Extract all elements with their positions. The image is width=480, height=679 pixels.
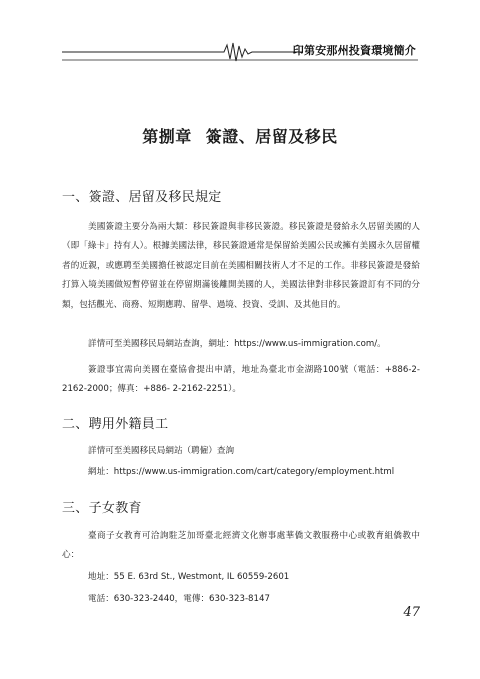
education-address-line: 地址：55 E. 63rd St., Westmont, IL 60559-2601 [88,572,290,582]
running-header [62,40,418,66]
section-heading-education: 三、子女教育 [62,501,142,516]
chapter-label: 第捌章 [142,127,192,146]
paragraph-ait-contact: 簽證事宜需向美國在臺協會提出申請，地址為臺北市金湖路100號（電話：+886-2-2162-2000；傳真：+886- 2-2162-2251）。 [62,365,420,395]
paragraph-visa-types: 美國簽證主要分為兩大類：移民簽證與非移民簽證。移民簽證是發給永久居留美國的人（即「綠卡」持有人）。根據美國法律，移民簽證通常是保留給美國公民或擁有美國永久居留權者的近親，或應聘至美國擔任被認定目前在美國相關技術人才不足的工作。非移民簽證是發給打算入境美國做短暫停留並在停留期滿後離開美國的人，美國法律對非移民簽證訂有不同的分類，包括觀光、商務、短期應聘、留學、過境、投資、受訓、及其他目的。 [62,222,420,310]
employment-info-line: 詳情可至美國移民局網站（聘僱）查詢 [88,446,235,456]
paragraph-education: 臺商子女教育可洽詢駐芝加哥臺北經濟文化辦事處華僑文教服務中心或教育組僑教中心： [62,531,420,561]
section-heading-visa: 一、簽證、居留及移民規定 [62,190,222,205]
paragraph-immigration-website: 詳情可至美國移民局網站查詢，網址：https://www.us-immigration.com/。 [88,339,386,349]
employment-url-line: 網址：https://www.us-immigration.com/cart/category/employment.html [88,467,395,477]
education-phone-line: 電話：630-323-2440，電傳：630-323-8147 [88,594,270,604]
chapter-name: 簽證、居留及移民 [205,127,338,146]
page-number: 47 [403,605,420,620]
header-title: 印第安那州投資環境簡介 [292,44,416,57]
chapter-title [0,124,480,147]
section-heading-employment: 二、聘用外籍員工 [62,417,169,432]
